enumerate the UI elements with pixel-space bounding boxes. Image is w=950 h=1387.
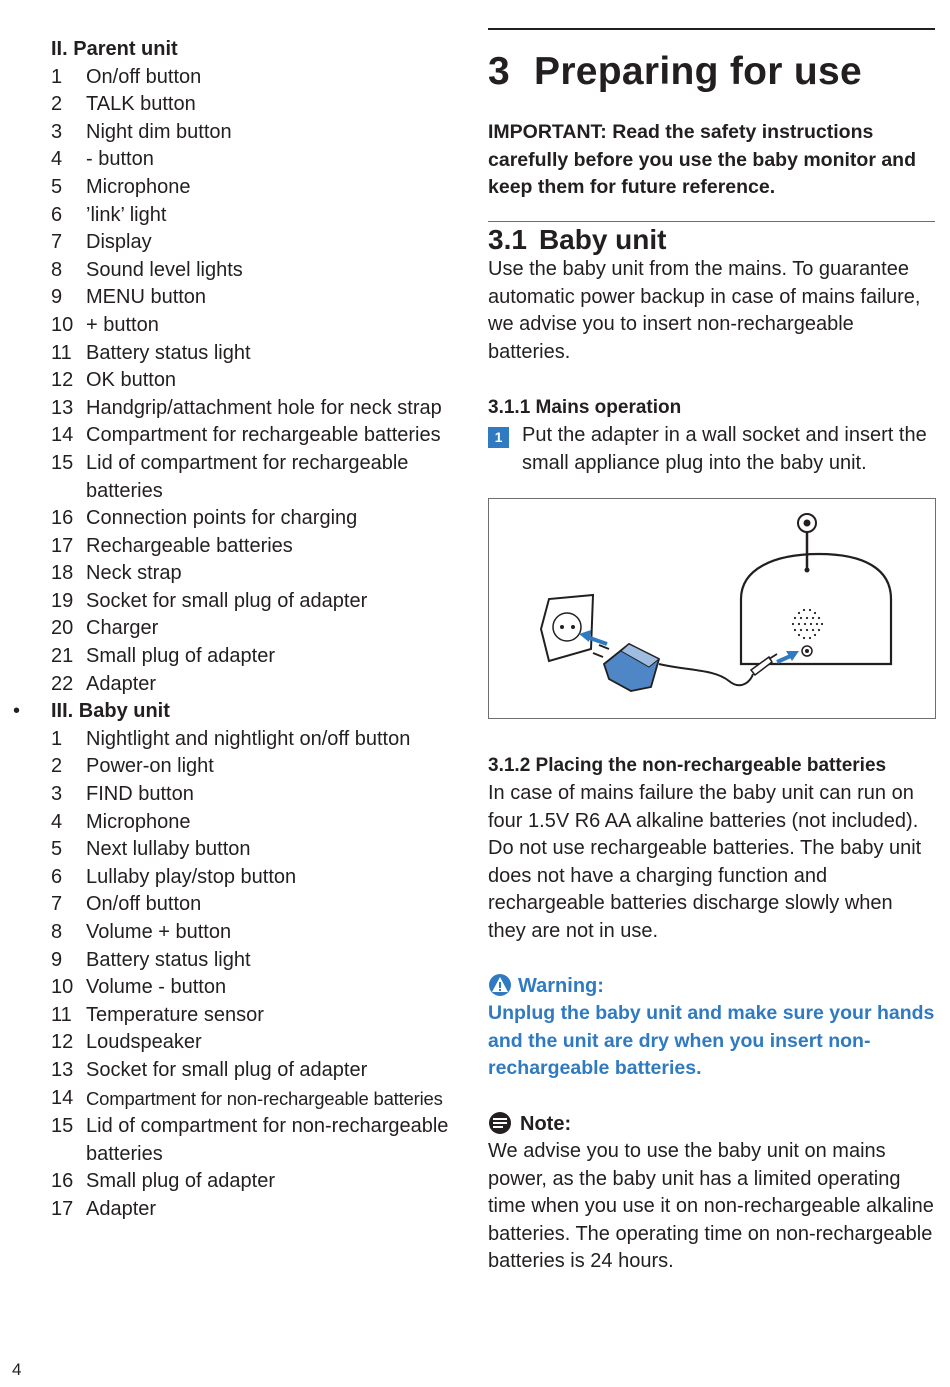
list-item bbox=[0, 312, 470, 340]
list-item-text: Small plug of adapter bbox=[86, 645, 276, 668]
adapter-connection-drawing bbox=[489, 499, 935, 718]
list-item-number: 14 bbox=[51, 424, 74, 447]
list-item-number: 6 bbox=[51, 865, 63, 888]
list-item-number: 14 bbox=[51, 1086, 74, 1109]
list-item bbox=[0, 560, 470, 588]
list-item bbox=[0, 1002, 470, 1030]
list-item-number: 5 bbox=[51, 838, 63, 861]
warning-heading bbox=[488, 972, 604, 1000]
list-item bbox=[0, 505, 470, 533]
list-item-number: 19 bbox=[51, 589, 74, 612]
list-item-number: 15 bbox=[51, 451, 74, 474]
list-item-number: 11 bbox=[51, 341, 72, 364]
step-text: Put the adapter in a wall socket and insert the small appliance plug into the baby unit. bbox=[522, 424, 927, 474]
list-item-number: 16 bbox=[51, 507, 74, 530]
placing-batteries-body: In case of mains failure the baby unit can run on four 1.5V R6 AA alkaline batteries (not included). Do not use rechargeable batteries. The baby unit does not have a charging function and rechargeable batteries discharge slowly when they are not in use. bbox=[488, 782, 922, 942]
list-item-text: MENU button bbox=[86, 286, 207, 309]
baby-unit-heading-text: III. Baby unit bbox=[51, 700, 170, 723]
list-item bbox=[0, 229, 470, 257]
list-item-text: Temperature sensor bbox=[86, 1003, 264, 1026]
list-item-text: Lid of compartment for rechargeable batteries bbox=[86, 451, 409, 502]
list-item-text: + button bbox=[86, 313, 159, 336]
note-heading bbox=[488, 1110, 571, 1138]
list-item bbox=[0, 340, 470, 368]
list-item-number: 4 bbox=[51, 148, 63, 171]
list-item-text: On/off button bbox=[86, 893, 202, 916]
list-item-text: Compartment for non-rechargeable batteries bbox=[86, 1087, 443, 1109]
list-item-number: 1 bbox=[51, 727, 63, 750]
top-rule bbox=[488, 28, 935, 30]
list-item-number: 3 bbox=[51, 783, 63, 806]
step-number-badge: 1 bbox=[488, 427, 509, 448]
list-item-text: Neck strap bbox=[86, 562, 182, 585]
list-item bbox=[0, 119, 470, 147]
list-item-number: 4 bbox=[51, 810, 63, 833]
list-item bbox=[0, 615, 470, 643]
list-item bbox=[0, 836, 470, 864]
list-item bbox=[0, 671, 470, 699]
chapter-title bbox=[488, 45, 862, 99]
list-item-text: Sound level lights bbox=[86, 258, 243, 281]
list-item-text: Microphone bbox=[86, 810, 191, 833]
list-item-number: 10 bbox=[51, 976, 74, 999]
list-item bbox=[0, 753, 470, 781]
list-item-number: 8 bbox=[51, 921, 63, 943]
list-item bbox=[0, 395, 470, 423]
list-item bbox=[0, 1196, 470, 1224]
list-item bbox=[0, 726, 470, 754]
section-3-1-heading bbox=[488, 222, 667, 258]
list-item bbox=[0, 919, 470, 947]
list-item bbox=[0, 974, 470, 1002]
list-item bbox=[0, 257, 470, 285]
list-item-text: Adapter bbox=[86, 1197, 157, 1220]
list-item bbox=[0, 643, 470, 671]
parent-unit-heading-text: II. Parent unit bbox=[51, 38, 178, 60]
important-notice: IMPORTANT: Read the safety instructions carefully before you use the baby monitor and keep them for future reference. bbox=[488, 121, 917, 198]
chapter-title-text: Preparing for use bbox=[534, 50, 863, 93]
list-item-number: 17 bbox=[51, 534, 74, 557]
list-item bbox=[0, 367, 470, 395]
adapter-drawing bbox=[593, 644, 659, 691]
list-item-number: 7 bbox=[51, 893, 63, 916]
list-item-number: 21 bbox=[51, 645, 74, 668]
list-item-text: Compartment for rechargeable batteries bbox=[86, 424, 441, 447]
list-item-text: Loudspeaker bbox=[86, 1031, 202, 1054]
list-item-text: - button bbox=[86, 148, 154, 171]
list-item bbox=[0, 64, 470, 92]
list-item bbox=[0, 1029, 470, 1057]
list-item bbox=[0, 1113, 470, 1168]
list-item-text: On/off button bbox=[86, 65, 202, 88]
list-item-text: Socket for small plug of adapter bbox=[86, 589, 368, 612]
list-item-number: 13 bbox=[51, 396, 74, 419]
list-item-number: 16 bbox=[51, 1170, 74, 1193]
bullet-icon: • bbox=[13, 700, 21, 723]
list-item bbox=[0, 947, 470, 975]
note-icon bbox=[488, 1112, 512, 1134]
list-item-number: 6 bbox=[51, 203, 63, 226]
list-item-number: 18 bbox=[51, 562, 74, 585]
list-item bbox=[0, 864, 470, 892]
wall-socket-drawing bbox=[541, 595, 593, 661]
parent-unit-list bbox=[0, 64, 470, 699]
component-lists bbox=[0, 36, 470, 1224]
list-item-number: 17 bbox=[51, 1197, 74, 1220]
list-item-text: Battery status light bbox=[86, 948, 251, 971]
parent-unit-heading bbox=[51, 36, 470, 64]
list-item-text: Microphone bbox=[86, 175, 191, 198]
list-item-text: Socket for small plug of adapter bbox=[86, 1058, 368, 1081]
list-item bbox=[0, 174, 470, 202]
page-number: 4 bbox=[12, 1360, 22, 1379]
list-item-text: Next lullaby button bbox=[86, 838, 251, 861]
list-item-text: TALK button bbox=[86, 93, 196, 116]
list-item bbox=[0, 284, 470, 312]
list-item-text: Adapter bbox=[86, 672, 157, 695]
list-item bbox=[0, 809, 470, 837]
list-item bbox=[0, 1057, 470, 1085]
note-text: We advise you to use the baby unit on mains power, as the baby unit has a limited operating time when you use it on non-rechargeable alkaline batteries. The operating time on non-rechargeable batteries is 24 hours. bbox=[488, 1140, 934, 1273]
list-item-number: 12 bbox=[51, 1031, 74, 1054]
list-item-text: Volume - button bbox=[86, 976, 227, 999]
list-item-number: 1 bbox=[51, 65, 63, 88]
list-item-text: Volume + button bbox=[86, 921, 232, 943]
list-item-number: 13 bbox=[51, 1058, 74, 1081]
warning-text: Unplug the baby unit and make sure your hands and the unit are dry when you insert non-rechargeable batteries. bbox=[488, 1002, 935, 1080]
list-item-text: Lid of compartment for non-rechargeable batteries bbox=[86, 1115, 449, 1165]
list-item-text: Charger bbox=[86, 617, 159, 640]
list-item-number: 3 bbox=[51, 120, 63, 143]
mains-operation-illustration bbox=[488, 498, 936, 719]
list-item-number: 7 bbox=[51, 231, 63, 254]
list-item-text: Battery status light bbox=[86, 341, 251, 364]
list-item-text: Handgrip/attachment hole for neck strap bbox=[86, 396, 442, 419]
list-item-number: 2 bbox=[51, 755, 63, 778]
list-item-number: 11 bbox=[51, 1003, 72, 1026]
list-item bbox=[0, 146, 470, 174]
list-item-text: Nightlight and nightlight on/off button bbox=[86, 727, 411, 750]
list-item-text: OK button bbox=[86, 369, 177, 392]
list-item bbox=[0, 781, 470, 809]
mains-operation-heading: 3.1.1 Mains operation bbox=[488, 397, 682, 418]
placing-batteries-heading: 3.1.2 Placing the non-rechargeable batteries bbox=[488, 755, 887, 776]
warning-triangle-icon bbox=[488, 974, 512, 996]
list-item-text: Rechargeable batteries bbox=[86, 534, 293, 557]
list-item-text: Night dim button bbox=[86, 120, 232, 143]
list-item bbox=[0, 891, 470, 919]
list-item bbox=[0, 1085, 470, 1114]
list-item-number: 20 bbox=[51, 617, 74, 640]
baby-unit-drawing bbox=[741, 514, 891, 664]
list-item-number: 2 bbox=[51, 93, 63, 116]
section-number: 3.1 bbox=[488, 224, 527, 255]
section-3-1-body: Use the baby unit from the mains. To guarantee automatic power backup in case of mains failure, we advise you to insert non-rechargeable batteries. bbox=[488, 258, 921, 363]
list-item bbox=[0, 450, 470, 505]
list-item-number: 9 bbox=[51, 286, 63, 309]
list-item-number: 12 bbox=[51, 369, 74, 392]
baby-unit-list bbox=[0, 726, 470, 1224]
list-item-text: Connection points for charging bbox=[86, 507, 358, 530]
list-item-text: ’link’ light bbox=[86, 203, 167, 226]
list-item bbox=[0, 588, 470, 616]
chapter-number: 3 bbox=[488, 50, 510, 93]
list-item bbox=[0, 1168, 470, 1196]
list-item-text: FIND button bbox=[86, 783, 194, 806]
baby-unit-heading bbox=[13, 698, 470, 726]
list-item-text: Lullaby play/stop button bbox=[86, 865, 297, 888]
list-item-text: Small plug of adapter bbox=[86, 1170, 276, 1193]
list-item-number: 15 bbox=[51, 1115, 74, 1138]
list-item-number: 22 bbox=[51, 672, 74, 695]
list-item bbox=[0, 202, 470, 230]
list-item bbox=[0, 533, 470, 561]
list-item-number: 8 bbox=[51, 258, 63, 281]
list-item bbox=[0, 91, 470, 119]
warning-heading-text: Warning: bbox=[518, 975, 604, 997]
list-item bbox=[0, 422, 470, 450]
list-item-text: Display bbox=[86, 231, 152, 254]
list-item-number: 10 bbox=[51, 313, 74, 336]
list-item-text: Power-on light bbox=[86, 755, 214, 778]
note-heading-text: Note: bbox=[520, 1113, 572, 1135]
list-item-number: 5 bbox=[51, 175, 63, 198]
list-item-number: 9 bbox=[51, 948, 63, 971]
section-title: Baby unit bbox=[538, 224, 667, 255]
